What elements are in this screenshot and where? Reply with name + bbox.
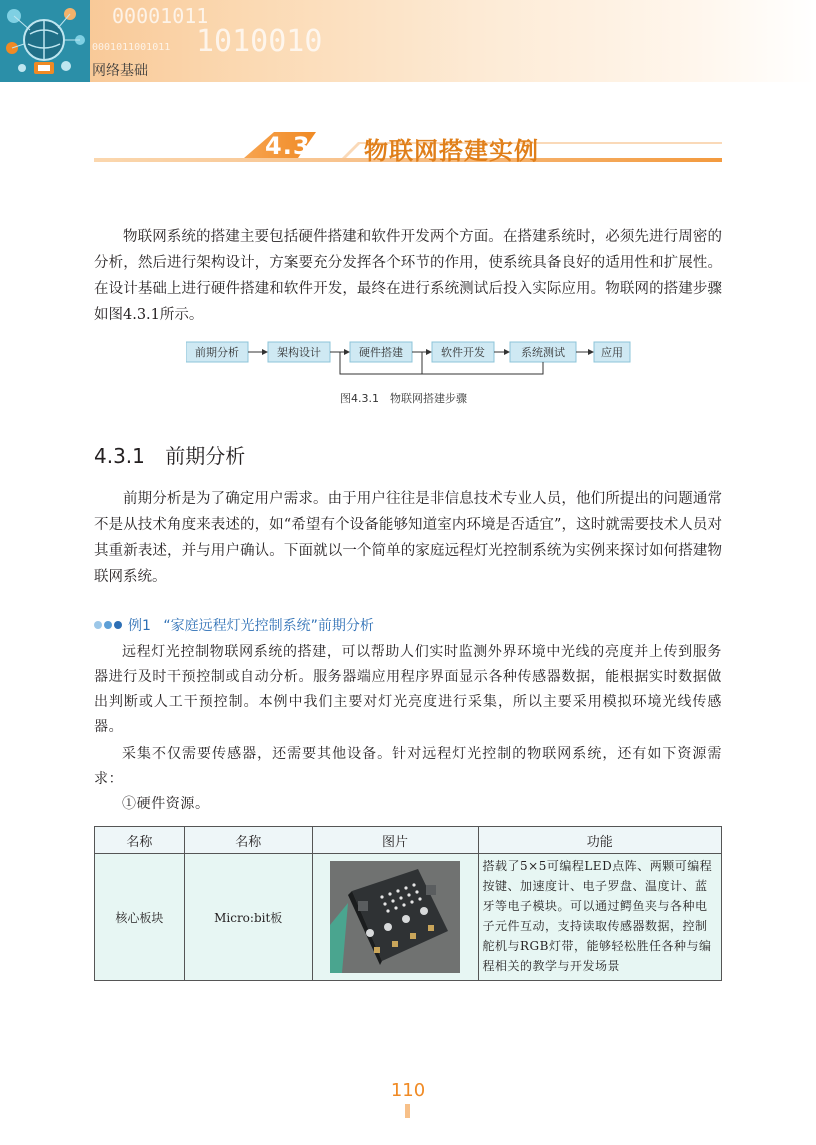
table-header: 功能 bbox=[478, 827, 721, 854]
flow-step: 应用 bbox=[601, 346, 623, 359]
page-header bbox=[0, 0, 816, 82]
figure-caption: 图4.3.1 物联网搭建步骤 bbox=[340, 392, 467, 405]
flow-step: 系统测试 bbox=[521, 346, 565, 359]
example-title: “家庭远程灯光控制系统”前期分析 bbox=[163, 618, 374, 634]
flow-step: 架构设计 bbox=[277, 346, 321, 359]
example-heading bbox=[94, 615, 374, 635]
flow-step: 前期分析 bbox=[195, 346, 239, 359]
subsection-number: 4.3.1 bbox=[94, 444, 145, 468]
table-header: 图片 bbox=[312, 827, 478, 854]
microbit-board-image bbox=[330, 861, 460, 973]
cell-image bbox=[312, 854, 478, 981]
example-label: 例1 bbox=[128, 618, 151, 634]
analysis-paragraph: 前期分析是为了确定用户需求。由于用户往往是非信息技术专业人员，他们所提出的问题通常不是从技术角度来表述的，如“希望有个设备能够知道室内环境是否适宜”，这时就需要技术人员对其重新表述，并与用户确认。下面就以一个简单的家庭远程灯光控制系统为实例来探讨如何搭建物联网系统。 bbox=[94, 491, 722, 585]
network-logo bbox=[0, 0, 90, 82]
cell-name: Micro:bit板 bbox=[184, 854, 312, 981]
chapter-label: 网络基础 bbox=[92, 63, 148, 79]
page-marker bbox=[405, 1104, 410, 1118]
example-paragraph-2: 采集不仅需要传感器，还需要其他设备。针对远程灯光控制的物联网系统，还有如下资源需求： bbox=[94, 746, 722, 787]
binary-decoration: 00001011 bbox=[112, 4, 209, 28]
bullet-dot-icon bbox=[94, 621, 102, 629]
binary-decoration: 0001011001011 bbox=[92, 42, 171, 53]
subsection-title: 前期分析 bbox=[165, 444, 246, 468]
bullet-dot-icon bbox=[114, 621, 122, 629]
flow-diagram bbox=[186, 338, 632, 382]
page-number: 110 bbox=[390, 1080, 426, 1101]
example-paragraph-1: 远程灯光控制物联网系统的搭建，可以帮助人们实时监测外界环境中光线的亮度并上传到服务器进行及时干预控制或自动分析。服务器端应用程序界面显示各种传感器数据，能根据实时数据做出判断或人工干预控制。本例中我们主要对灯光亮度进行采集，所以主要采用模拟环境光线传感器。 bbox=[94, 644, 722, 735]
list-item-hardware: ①硬件资源。 bbox=[122, 796, 210, 812]
cell-category: 核心板块 bbox=[95, 854, 185, 981]
flow-step: 软件开发 bbox=[441, 346, 485, 359]
section-number: 4.3 bbox=[265, 132, 311, 160]
table-header: 名称 bbox=[184, 827, 312, 854]
table-row bbox=[95, 854, 722, 981]
intro-paragraph: 物联网系统的搭建主要包括硬件搭建和软件开发两个方面。在搭建系统时，必须先进行周密的分析，然后进行架构设计，方案要充分发挥各个环节的作用，使系统具备良好的适用性和扩展性。在设计基础上进行硬件搭建和软件开发，最终在进行系统测试后投入实际应用。物联网的搭建步骤如图4.3.1所示。 bbox=[94, 229, 722, 323]
section-title: 物联网搭建实例 bbox=[364, 137, 539, 165]
table-header-row bbox=[95, 827, 722, 854]
subsection-heading bbox=[94, 440, 245, 469]
binary-decoration: 1010010 bbox=[196, 24, 323, 59]
table-header: 名称 bbox=[95, 827, 185, 854]
bullet-dot-icon bbox=[104, 621, 112, 629]
cell-function: 搭载了5×5可编程LED点阵、两颗可编程按键、加速度计、电子罗盘、温度计、蓝牙等电子模块。可以通过鳄鱼夹与各种电子元件互动，支持读取传感器数据，控制舵机与RGB灯带，能够轻松胜任各种与编程相关的教学与开发场景 bbox=[478, 854, 721, 981]
hardware-table bbox=[94, 826, 722, 981]
flow-step: 硬件搭建 bbox=[359, 346, 403, 359]
